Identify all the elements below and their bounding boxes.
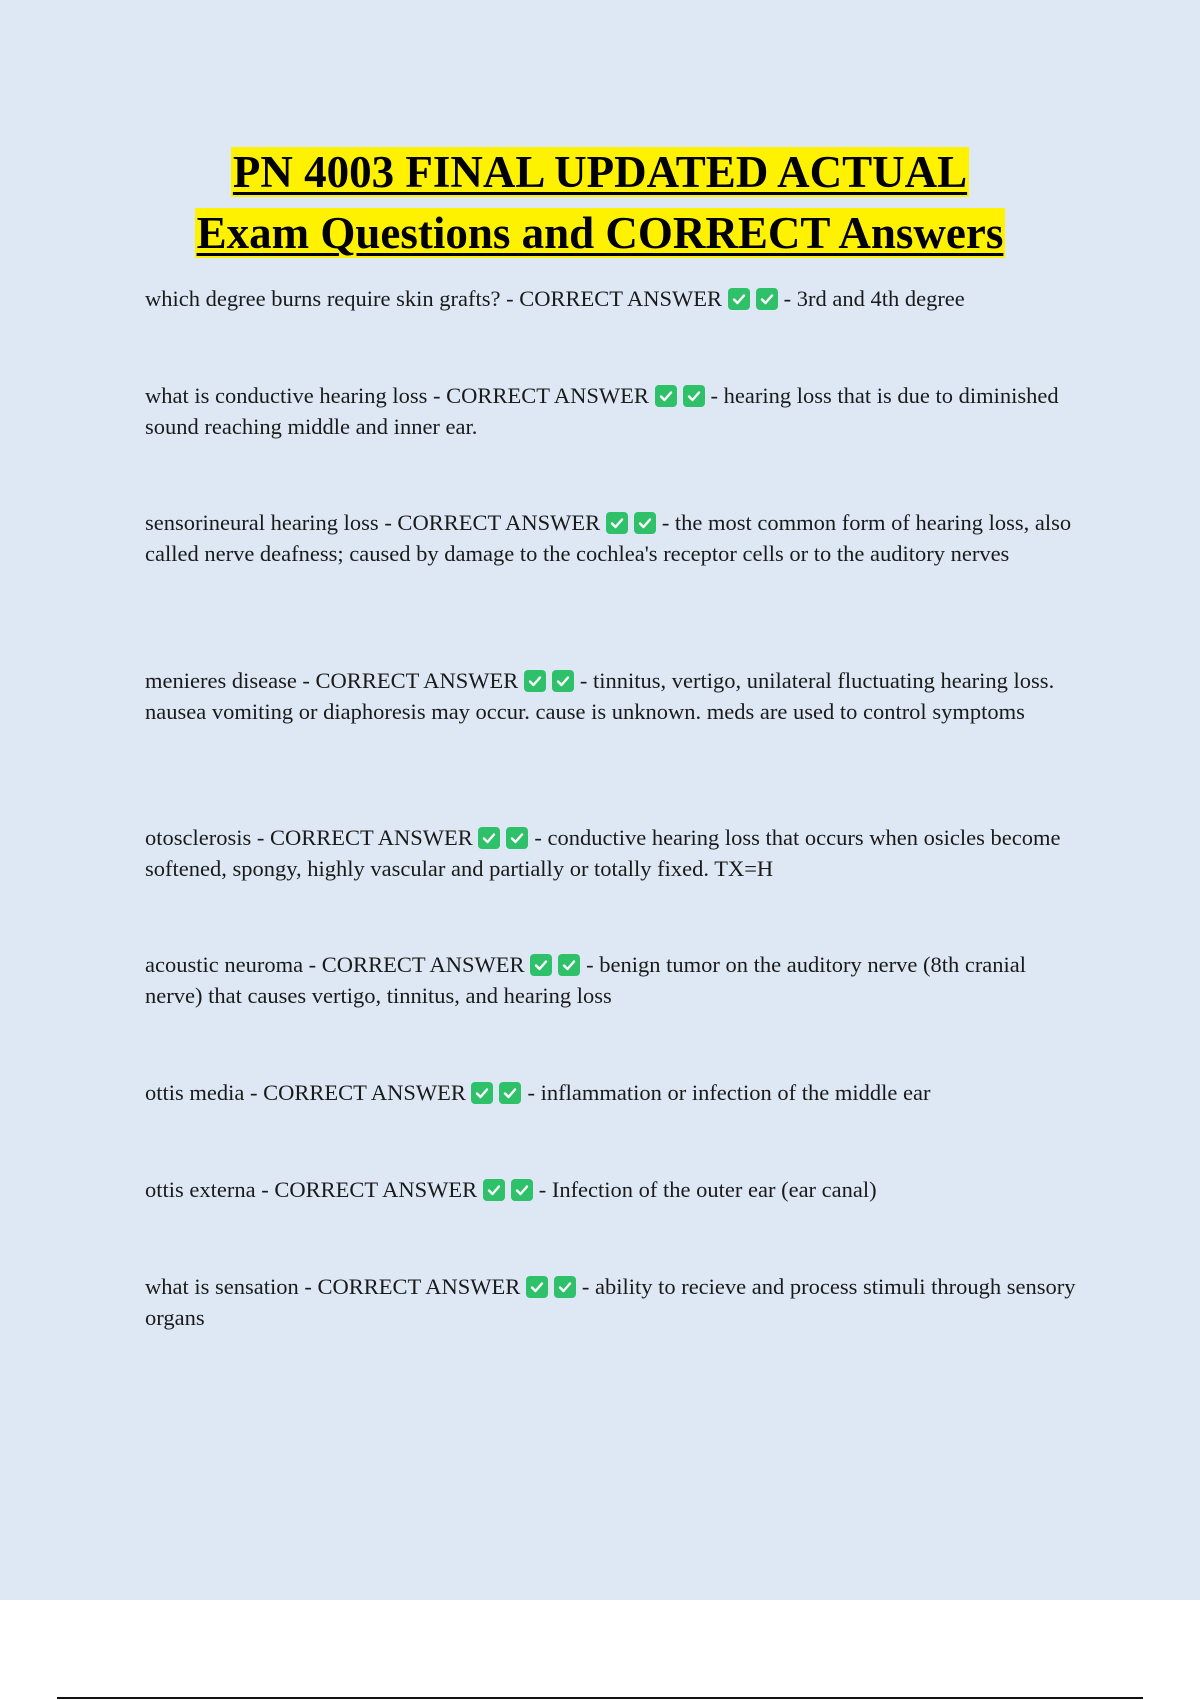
check-box-icon xyxy=(524,670,546,692)
qa-item xyxy=(145,380,1085,442)
check-box-icon xyxy=(499,1082,521,1104)
check-box-icon xyxy=(471,1082,493,1104)
question-text: sensorineural hearing loss - CORRECT ANSWER xyxy=(145,510,601,535)
check-box-icon xyxy=(526,1276,548,1298)
footer-divider xyxy=(57,1697,1143,1699)
check-box-icon xyxy=(552,670,574,692)
check-box-icon xyxy=(483,1179,505,1201)
check-box-icon xyxy=(728,288,750,310)
qa-item xyxy=(145,507,1085,569)
title-line-2: Exam Questions and CORRECT Answers xyxy=(196,208,1004,258)
answer-text: - ability to recieve and process stimuli through sensory organs xyxy=(145,1274,1076,1330)
question-text: menieres disease - CORRECT ANSWER xyxy=(145,668,519,693)
check-box-icon xyxy=(530,954,552,976)
check-box-icon xyxy=(606,512,628,534)
question-text: what is sensation - CORRECT ANSWER xyxy=(145,1274,521,1299)
check-box-icon xyxy=(554,1276,576,1298)
check-box-icon xyxy=(506,827,528,849)
answer-text: - tinnitus, vertigo, unilateral fluctuating hearing loss. nausea vomiting or diaphoresis may occur. cause is unknown. meds are used to control symptoms xyxy=(145,668,1055,724)
qa-item xyxy=(145,949,1085,1011)
answer-text: - Infection of the outer ear (ear canal) xyxy=(538,1177,877,1202)
qa-item xyxy=(145,283,1085,314)
question-text: which degree burns require skin grafts? - CORRECT ANSWER xyxy=(145,286,722,311)
answer-text: - conductive hearing loss that occurs when osicles become softened, spongy, highly vascular and partially or totally fixed. TX=H xyxy=(145,825,1061,881)
title-line-1: PN 4003 FINAL UPDATED ACTUAL xyxy=(232,147,968,197)
question-text: ottis media - CORRECT ANSWER xyxy=(145,1080,466,1105)
check-box-icon xyxy=(511,1179,533,1201)
question-text: otosclerosis - CORRECT ANSWER xyxy=(145,825,473,850)
question-text: acoustic neuroma - CORRECT ANSWER xyxy=(145,952,525,977)
answer-text: - 3rd and 4th degree xyxy=(783,286,965,311)
qa-item xyxy=(145,822,1085,884)
qa-item xyxy=(145,1271,1085,1333)
check-box-icon xyxy=(683,385,705,407)
question-text: ottis externa - CORRECT ANSWER xyxy=(145,1177,478,1202)
answer-text: - inflammation or infection of the middle ear xyxy=(527,1080,931,1105)
answer-text: - benign tumor on the auditory nerve (8th cranial nerve) that causes vertigo, tinnitus, and hearing loss xyxy=(145,952,1027,1008)
qa-item xyxy=(145,1077,1085,1108)
qa-item xyxy=(145,665,1085,727)
question-text: what is conductive hearing loss - CORRECT ANSWER xyxy=(145,383,649,408)
answer-text: - hearing loss that is due to diminished sound reaching middle and inner ear. xyxy=(145,383,1059,439)
check-box-icon xyxy=(655,385,677,407)
check-box-icon xyxy=(756,288,778,310)
answer-text: - the most common form of hearing loss, also called nerve deafness; caused by damage to the cochlea's receptor cells or to the auditory nerves xyxy=(145,510,1072,566)
check-box-icon xyxy=(478,827,500,849)
page-title xyxy=(0,142,1200,264)
qa-item xyxy=(145,1174,1085,1205)
check-box-icon xyxy=(558,954,580,976)
check-box-icon xyxy=(634,512,656,534)
